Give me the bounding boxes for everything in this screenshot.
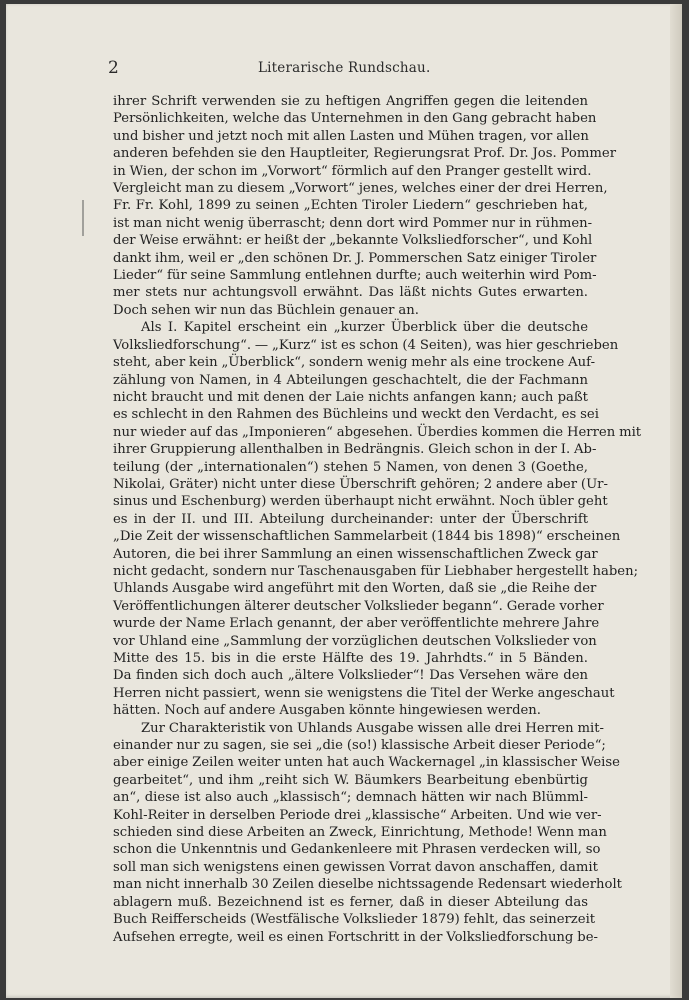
text-line: und bisher und jetzt noch mit allen Lasten und Mühen tragen, vor allen bbox=[113, 128, 589, 144]
text-line: ihrer Schrift verwenden sie zu heftigen Angriffen gegen die leitenden bbox=[113, 94, 588, 109]
text-line: soll man sich wenigstens einen gewissen Vorrat davon anschaffen, damit bbox=[113, 859, 598, 875]
text-line: aber einige Zeilen weiter unten hat auch Wackernagel „in klassischer Weise bbox=[113, 755, 620, 771]
text-line: zählung von Namen, in 4 Abteilungen geschachtelt, die der Fachmann bbox=[113, 372, 588, 388]
text-line: „Die Zeit der wissenschaftlichen Sammelarbeit (1844 bis 1898)“ erscheinen bbox=[113, 529, 621, 545]
page-header bbox=[108, 58, 588, 80]
text-line: schon die Unkenntnis und Gedankenleere mit Phrasen verdecken will, so bbox=[113, 842, 601, 858]
text-line: Vergleicht man zu diesem „Vorwort“ jenes, welches einer der drei Herren, bbox=[113, 181, 608, 197]
text-line: schieden sind diese Arbeiten an Zweck, Einrichtung, Methode! Wenn man bbox=[113, 825, 607, 841]
text-line: Uhlands Ausgabe wird angeführt mit den Worten, daß sie „die Reihe der bbox=[113, 581, 597, 597]
text-line: Volksliedforschung“. — „Kurz“ ist es schon (4 Seiten), was hier geschrieben bbox=[113, 337, 619, 353]
body-text bbox=[113, 93, 642, 946]
text-line: Herren nicht passiert, wenn sie wenigstens die Titel der Werke angeschaut bbox=[113, 685, 615, 701]
text-line: Da finden sich doch auch „ältere Volkslieder“! Das Versehen wäre den bbox=[113, 668, 588, 684]
text-line: es in der II. und III. Abteilung durcheinander: unter der Überschrift bbox=[113, 511, 588, 527]
text-line: Doch sehen wir nun das Büchlein genauer an. bbox=[113, 302, 419, 318]
text-line: wurde der Name Erlach genannt, der aber veröffentlichte mehrere Jahre bbox=[113, 616, 600, 632]
text-line: vor Uhland eine „Sammlung der vorzüglichen deutschen Volkslieder von bbox=[113, 633, 597, 649]
text-line: Fr. Fr. Kohl, 1899 zu seinen „Echten Tiroler Liedern“ geschrieben hat, bbox=[113, 198, 588, 214]
text-line: gearbeitet“, und ihm „reiht sich W. Bäumkers Bearbeitung ebenbürtig bbox=[113, 772, 588, 788]
text-line: Als I. Kapitel erscheint ein „kurzer Überblick über die deutsche bbox=[141, 320, 588, 336]
text-line: nur wieder auf das „Imponieren“ abgesehen. Überdies kommen die Herren mit bbox=[113, 424, 642, 440]
text-line: an“, diese ist also auch „klassisch“; demnach hätten wir nach Blümml- bbox=[113, 790, 588, 806]
text-line: ihrer Gruppierung allenthalben in Bedrängnis. Gleich schon in der I. Ab- bbox=[113, 442, 597, 458]
text-line: in Wien, der schon im „Vorwort“ förmlich auf den Pranger gestellt wird. bbox=[113, 163, 592, 179]
text-line: Aufsehen erregte, weil es einen Fortschritt in der Volksliedforschung be- bbox=[113, 929, 598, 945]
text-line: Buch Reifferscheids (Westfälische Volkslieder 1879) fehlt, das seinerzeit bbox=[113, 912, 596, 928]
text-line: Autoren, die bei ihrer Sammlung an einen wissenschaftlichen Zweck gar bbox=[113, 546, 598, 562]
text-line: mer stets nur achtungsvoll erwähnt. Das läßt nichts Gutes erwarten. bbox=[113, 285, 588, 301]
text-line: Zur Charakteristik von Uhlands Ausgabe wissen alle drei Herren mit- bbox=[141, 720, 604, 736]
text-line: nicht braucht und mit denen der Laie nichts anfangen kann; auch paßt bbox=[113, 389, 588, 405]
text-line: anderen befehden sie den Hauptleiter, Regierungsrat Prof. Dr. Jos. Pommer bbox=[113, 146, 616, 162]
text-line: Veröffentlichungen älterer deutscher Volkslieder begann“. Gerade vorher bbox=[113, 598, 604, 614]
text-line: ablagern muß. Bezeichnend ist es ferner, daß in dieser Abteilung das bbox=[113, 894, 588, 910]
text-line: Kohl-Reiter in derselben Periode drei „klassische“ Arbeiten. Und wie ver- bbox=[113, 807, 602, 823]
text-line: der Weise erwähnt: er heißt der „bekannte Volksliedforscher“, und Kohl bbox=[113, 233, 593, 249]
text-line: man nicht innerhalb 30 Zeilen dieselbe nichtssagende Redensart wiederholt bbox=[113, 877, 622, 893]
text-line: nicht gedacht, sondern nur Taschenausgaben für Liebhaber hergestellt haben; bbox=[113, 563, 639, 579]
margin-pencil-mark bbox=[82, 200, 84, 236]
running-title: Literarische Rundschau. bbox=[258, 60, 431, 76]
text-line: steht, aber kein „Überblick“, sondern wenig mehr als eine trockene Auf- bbox=[113, 355, 596, 371]
text-line: einander nur zu sagen, sie sei „die (so!) klassische Arbeit dieser Periode“; bbox=[113, 738, 606, 754]
text-line: dankt ihm, weil er „den schönen Dr. J. Pommerschen Satz einiger Tiroler bbox=[113, 250, 597, 266]
text-line: Mitte des 15. bis in die erste Hälfte des 19. Jahrhdts.“ in 5 Bänden. bbox=[113, 651, 588, 666]
text-line: Lieder“ für seine Sammlung entlehnen durfte; auch weiterhin wird Pom- bbox=[113, 268, 597, 284]
text-line: Persönlichkeiten, welche das Unternehmen in den Gang gebracht haben bbox=[113, 111, 597, 127]
page-edge-shadow bbox=[670, 4, 682, 998]
text-line: sinus und Eschenburg) werden überhaupt nicht erwähnt. Noch übler geht bbox=[113, 494, 608, 510]
text-line: hätten. Noch auf andere Ausgaben könnte hingewiesen werden. bbox=[113, 703, 541, 719]
text-line: ist man nicht wenig überrascht; denn dort wird Pommer nur in rühmen- bbox=[113, 215, 593, 231]
text-line: Nikolai, Gräter) nicht unter diese Überschrift gehören; 2 andere aber (Ur- bbox=[113, 476, 608, 492]
page-number: 2 bbox=[108, 58, 119, 78]
text-line: teilung (der „internationalen“) stehen 5 Namen, von denen 3 (Goethe, bbox=[113, 459, 588, 475]
text-line: es schlecht in den Rahmen des Büchleins und weckt den Verdacht, es sei bbox=[113, 407, 599, 423]
